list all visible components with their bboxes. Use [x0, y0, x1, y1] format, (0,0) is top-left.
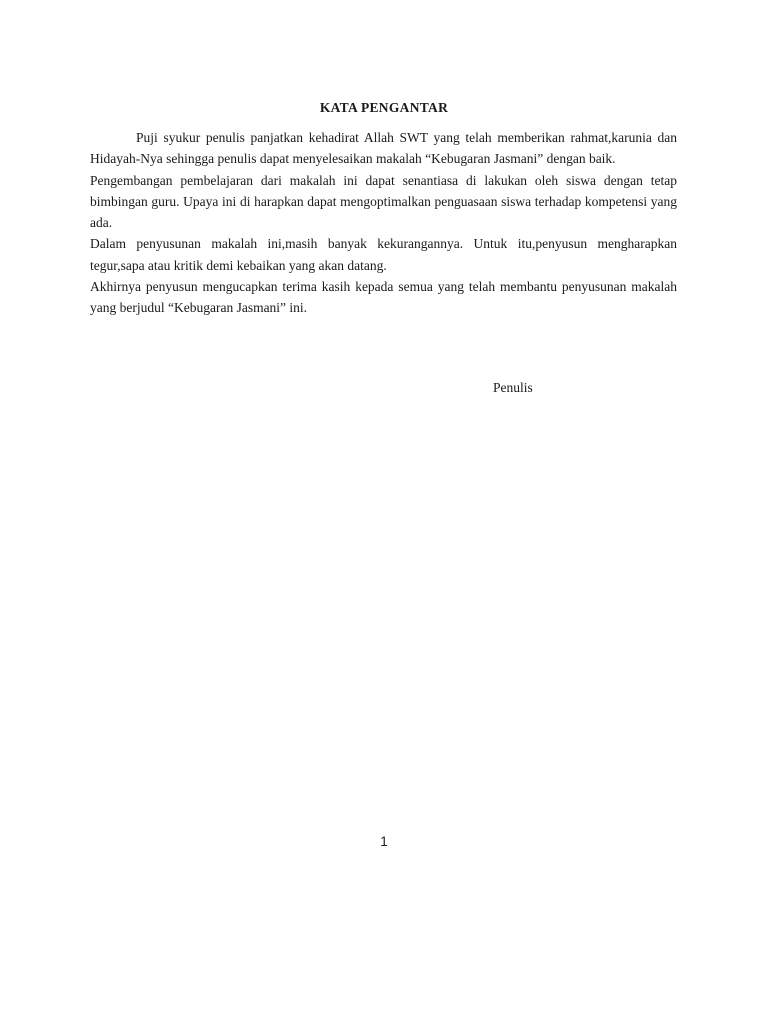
page-number: 1: [380, 834, 388, 849]
paragraph-shortcomings: Dalam penyusunan makalah ini,masih banyak kekurangannya. Untuk itu,penyusun mengharapkan tegur,sapa atau kritik demi kebaikan yang akan datang.: [90, 236, 677, 273]
body-text: [90, 127, 677, 319]
paragraph-opening: Puji syukur penulis panjatkan kehadirat Allah SWT yang telah memberikan rahmat,karunia dan Hidayah-Nya sehingga penulis dapat menyelesaikan makalah “Kebugaran Jasmani” dengan baik.: [90, 130, 677, 167]
author-signature: Penulis: [493, 380, 533, 395]
paragraph-thanks: Akhirnya penyusun mengucapkan terima kasih kepada semua yang telah membantu penyusunan makalah yang berjudul “Kebugaran Jasmani” ini.: [90, 279, 677, 316]
paragraph-development: Pengembangan pembelajaran dari makalah ini dapat senantiasa di lakukan oleh siswa dengan tetap bimbingan guru. Upaya ini di harapkan dapat mengoptimalkan penguasaan siswa terhadap kompetensi yang ada.: [90, 172, 677, 231]
page-title: KATA PENGANTAR: [319, 100, 449, 115]
